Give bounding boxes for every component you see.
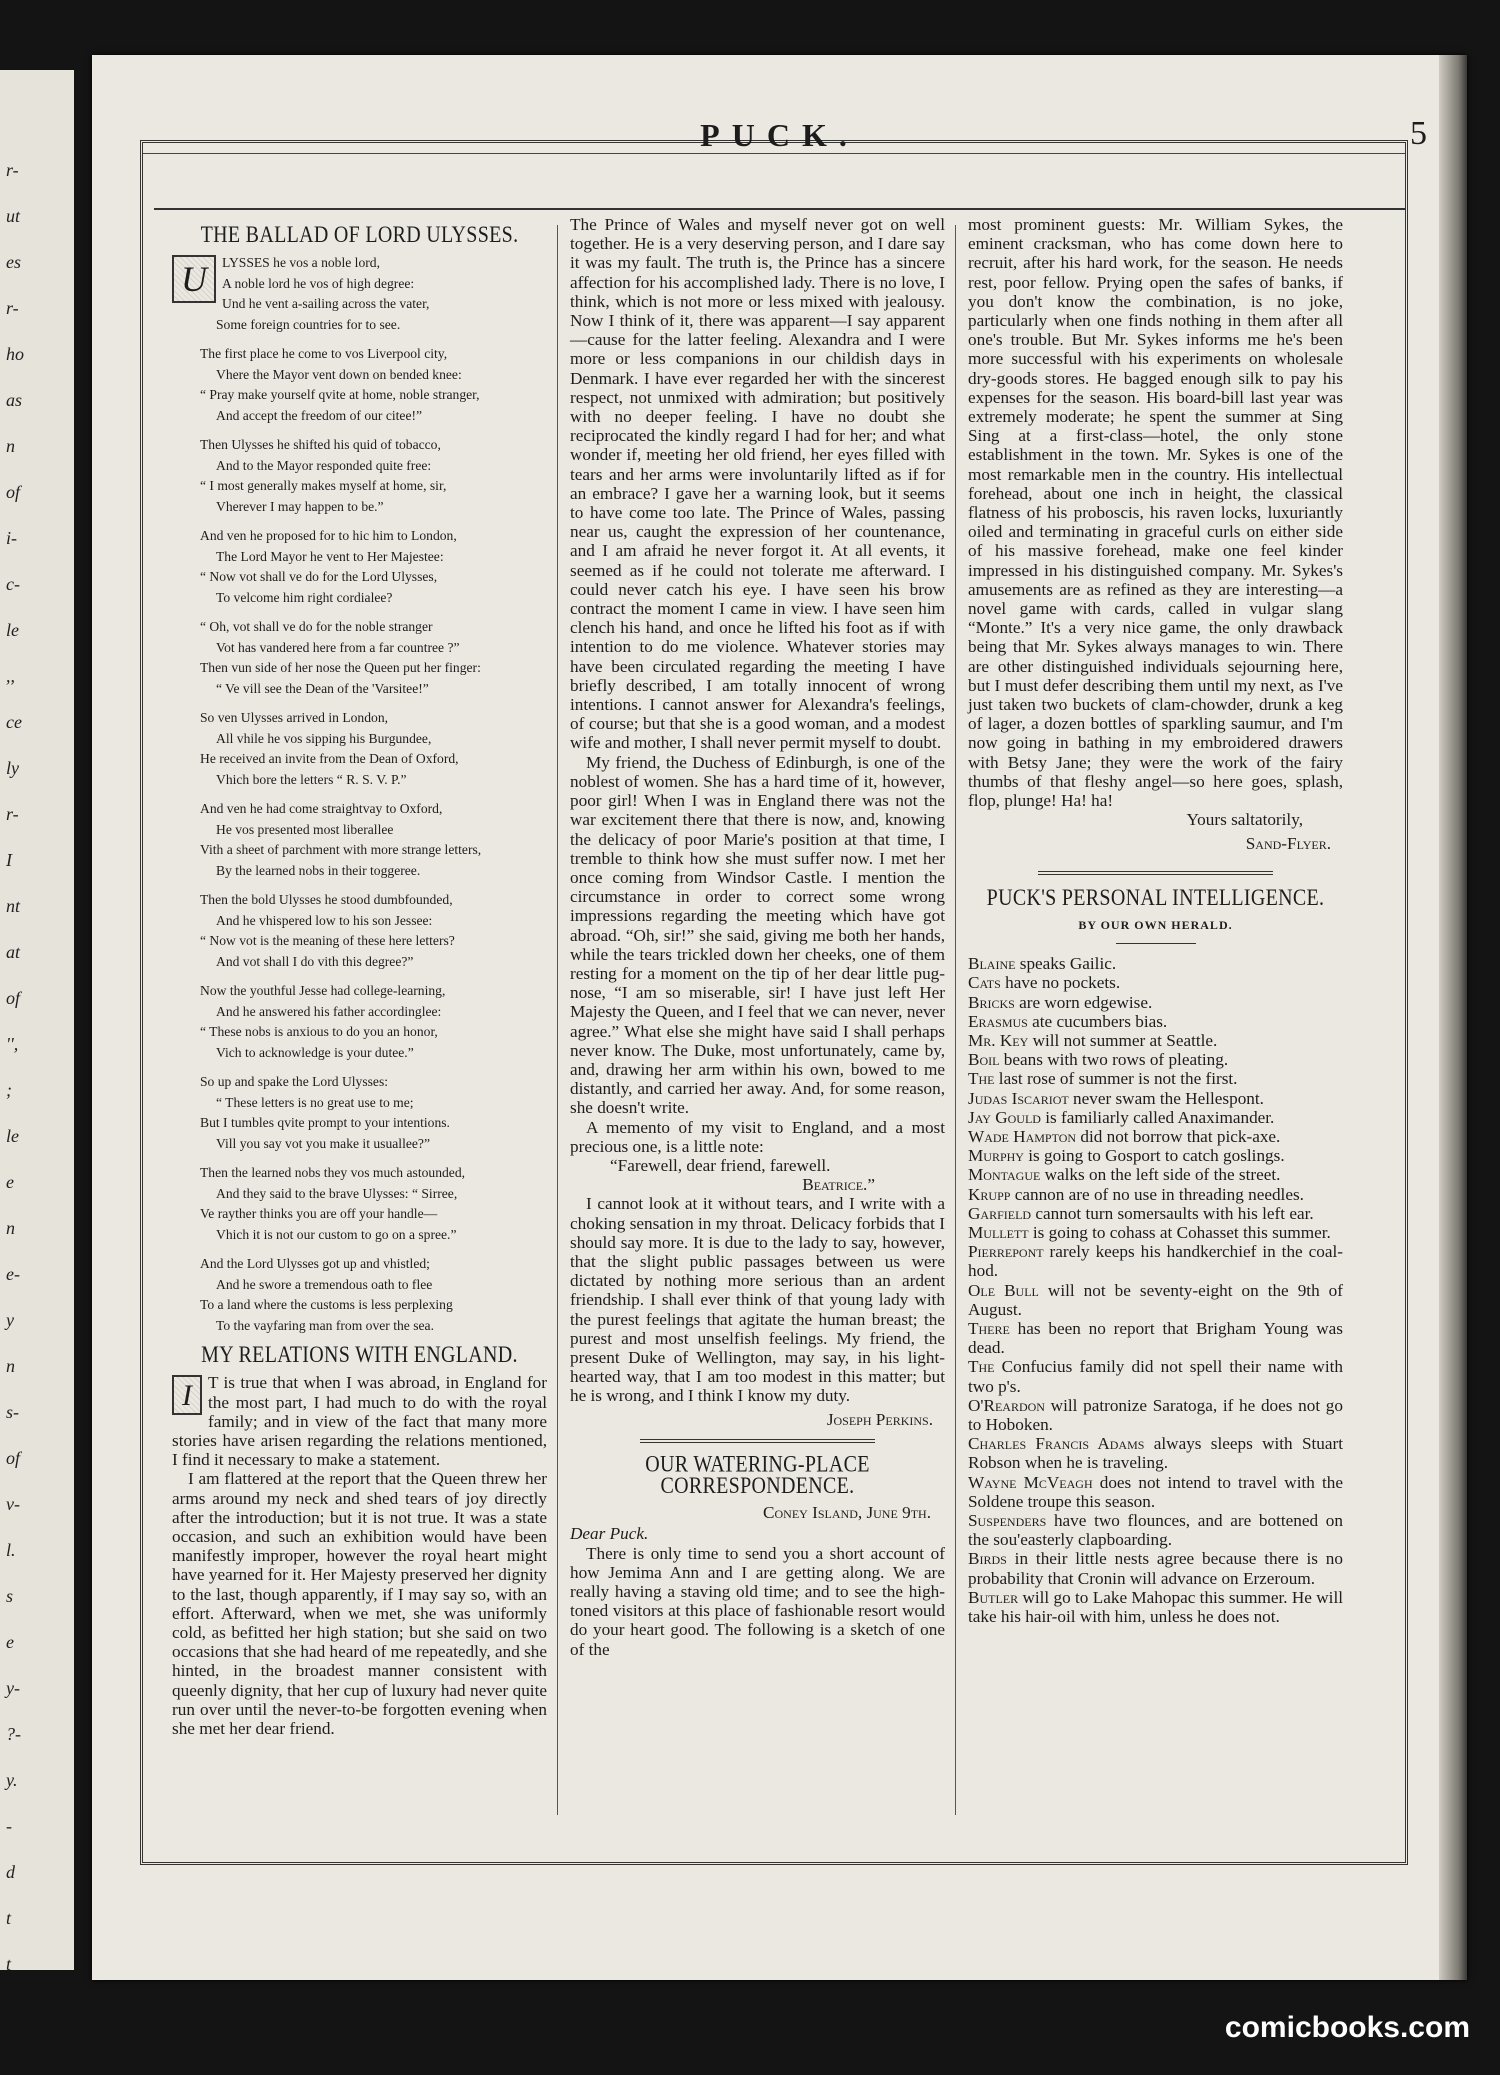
verse-line: Ve rayther thinks you are off your handle— bbox=[200, 1206, 438, 1222]
verse-line: And ven he proposed for to hic him to London, bbox=[200, 528, 457, 544]
verse-line: Vill you say vot you make it usuallee?” bbox=[216, 1135, 430, 1151]
sliver-fragment: of bbox=[6, 1448, 21, 1468]
item-text: in their little nests agree because there is no probability that Cronin will advance on Erzeroum. bbox=[968, 1549, 1343, 1588]
sliver-fragment: I bbox=[6, 850, 12, 870]
sliver-fragment: n bbox=[6, 1218, 15, 1238]
relations-dropcap: I bbox=[172, 1375, 202, 1415]
sliver-fragment: ly bbox=[6, 758, 19, 778]
verse-line: “ I most generally makes myself at home, sir, bbox=[200, 478, 447, 494]
verse-line: And the Lord Ulysses got up and vhistled; bbox=[200, 1256, 430, 1272]
verse-line: “ Pray make yourself qvite at home, noble stranger, bbox=[200, 387, 480, 403]
sliver-fragment: r- bbox=[6, 160, 19, 180]
verse-line: He vos presented most liberallee bbox=[216, 821, 394, 837]
item-text: will not summer at Seattle. bbox=[1028, 1030, 1218, 1050]
watering-title: OUR WATERING-PLACE CORRESPONDENCE. bbox=[645, 1451, 870, 1499]
item-text: have two flounces, and are bottened on the sou'easterly clapboarding. bbox=[968, 1511, 1343, 1550]
stanza bbox=[172, 253, 547, 335]
intelligence-item bbox=[968, 1588, 1343, 1626]
sliver-fragment: v- bbox=[6, 1494, 20, 1514]
intelligence-item bbox=[968, 1127, 1343, 1146]
sliver-fragment: le bbox=[6, 620, 19, 640]
page-number: 5 bbox=[1410, 115, 1427, 152]
intelligence-item bbox=[968, 954, 1343, 973]
sliver-fragment: t bbox=[6, 1908, 12, 1928]
item-name: Pierrepont bbox=[968, 1242, 1044, 1262]
verse-line: Some foreign countries for to see. bbox=[216, 316, 401, 332]
verse-line: LYSSES he vos a noble lord, bbox=[222, 255, 380, 271]
sliver-fragment: r- bbox=[6, 804, 19, 824]
ballad-verse bbox=[172, 253, 547, 1336]
sliver-fragment: es bbox=[6, 252, 21, 272]
verse-line: “ Oh, vot shall ve do for the noble stranger bbox=[200, 619, 433, 635]
sliver-fragment: d bbox=[6, 1862, 15, 1882]
stanza bbox=[172, 435, 547, 517]
sliver-fragment: ,, bbox=[6, 666, 15, 686]
watering-closing: Yours saltatorily, bbox=[1186, 810, 1303, 830]
byline-rule bbox=[1116, 943, 1196, 944]
item-text: does not intend to travel with the Soldene troupe this season. bbox=[968, 1472, 1343, 1511]
verse-line: Vith a sheet of parchment with more strange letters, bbox=[200, 842, 482, 858]
verse-line: Now the youthful Jesse had college-learning, bbox=[200, 983, 446, 999]
sliver-fragment: n bbox=[6, 1356, 15, 1376]
intelligence-item bbox=[968, 1050, 1343, 1069]
item-text: will patronize Saratoga, if he does not go to Hoboken. bbox=[968, 1395, 1343, 1434]
watering-col3-text: most prominent guests: Mr. William Sykes, the eminent cracksman, who has come down here to recruit, after his hard work, for the season. He needs rest, poor fellow. Prying open the safes of banks, if you don't know the combination, is no joke, particularly when one finds nothing in them after all one's trouble. But Mr. Sykes informs me he's been more successful with his experiments on wholesale dry-goods stores. He bagged enough silk to pay his expenses for the season. His board-bill last year was extremely moderate; he spent the summer at Sing Sing at a first-class—hotel, the only stone establishment in the town. Mr. Sykes is one of the most remarkable men in the country. His intellectual forehead, about one inch in height, the classical flatness of his proboscis, his raven locks, luxuriantly oiled and terminating in graceful curls on either side of his massive forehead, make one feel kinder impressed in his distinguished company. Mr. Sykes's amusements are as refined as they are interesting—a novel game with cards, called in vulgar slang “Monte.” It's a very nice game, the only drawback being that Mr. Sykes always manages to win. There are other distinguished individuals sejourning here, but I must defer describing them until my next, as I've just taken two buckets of clam-chowder, drunk a keg of lager, a dozen bottles of sparkling saumur, and I'm now going in bathing in my embroidered drawers with Betsy Jane; they were the work of the fairy thumbs of that fleshy angel—so here goes, splash, flop, plunge! Ha! ha! bbox=[968, 215, 1343, 811]
verse-line: “ Ve vill see the Dean of the 'Varsitee!” bbox=[216, 680, 429, 696]
intelligence-item bbox=[968, 1357, 1343, 1395]
relations-col2-text bbox=[570, 215, 945, 1156]
verse-line: Then Ulysses he shifted his quid of tobacco, bbox=[200, 437, 441, 453]
stanza bbox=[172, 981, 547, 1063]
item-name: Boil bbox=[968, 1050, 1000, 1070]
watering-dateline: Coney Island, June 9th. bbox=[763, 1503, 931, 1523]
intelligence-item bbox=[968, 1204, 1343, 1223]
ballad-stanzas bbox=[172, 253, 547, 1336]
item-text: will not be seventy-eight on the 9th of August. bbox=[968, 1280, 1343, 1319]
item-name: The bbox=[968, 1069, 995, 1089]
sliver-fragment: nt bbox=[6, 896, 21, 916]
closing-paragraph: I cannot look at it without tears, and I write with a choking sensation in my throat. Delicacy forbids that I should say more. It is due to the lady to say, however, that the slight public passages between us were dictated by nothing more serious than an ardent friendship. I shall ever think of that young lady with the purest feelings that agitate the human breast; the purest and most unselfish feelings. My friend, the present Duke of Wellington, may say, in his light-hearted way, that I am too modest in this matter; but he is wrong, and I think I know my duty. bbox=[570, 1194, 945, 1406]
sliver-fragment: ho bbox=[6, 344, 24, 364]
intelligence-item bbox=[968, 993, 1343, 1012]
column-2 bbox=[570, 215, 945, 1659]
sliver-fragment: - bbox=[6, 1816, 12, 1836]
stanza bbox=[172, 890, 547, 972]
intelligence-item bbox=[968, 1108, 1343, 1127]
item-name: Birds bbox=[968, 1549, 1007, 1569]
intelligence-item bbox=[968, 1165, 1343, 1184]
column-1 bbox=[172, 220, 547, 1738]
sandflyer-signature: Sand-Flyer. bbox=[1245, 833, 1331, 853]
sliver-fragment: le bbox=[6, 1126, 19, 1146]
item-name: Butler bbox=[968, 1587, 1019, 1607]
verse-line: But I tumbles qvite prompt to your intentions. bbox=[200, 1115, 450, 1131]
item-text: is going to cohass at Cohasset this summer. bbox=[1028, 1222, 1331, 1242]
watering-col2-text: There is only time to send you a short account of how Jemima Ann and I are getting along. We are really having a staving old time; and to see the high-toned visitors at this place of fashionable resort would do your heart good. The following is a sketch of one of the bbox=[570, 1543, 945, 1659]
column-rule-2 bbox=[955, 225, 956, 1815]
verse-line: And they said to the brave Ulysses: “ Sirree, bbox=[216, 1185, 458, 1201]
intelligence-item bbox=[968, 1396, 1343, 1434]
intelligence-item bbox=[968, 1511, 1343, 1549]
item-text: speaks Gailic. bbox=[1015, 954, 1117, 974]
intelligence-item bbox=[968, 1146, 1343, 1165]
item-name: There bbox=[968, 1318, 1010, 1338]
note-signature: Beatrice.” bbox=[802, 1175, 875, 1195]
item-text: has been no report that Brigham Young was dead. bbox=[968, 1318, 1343, 1358]
item-text: did not borrow that pick-axe. bbox=[1076, 1126, 1281, 1146]
note-line: “Farewell, dear friend, farewell. bbox=[610, 1155, 831, 1175]
item-name: Judas Iscariot bbox=[968, 1088, 1069, 1108]
sliver-fragment: c- bbox=[6, 574, 20, 594]
paragraph: T is true that when I was abroad, in England for the most part, I had much to do with the royal family; and in view of the fact that many more stories have arisen regarding the relations mentioned, I find it necessary to make a statement. bbox=[172, 1373, 547, 1470]
verse-line: So ven Ulysses arrived in London, bbox=[200, 710, 389, 726]
stanza bbox=[172, 344, 547, 426]
column-3 bbox=[968, 215, 1343, 1626]
verse-line: “ These nobs is anxious to do you an honor, bbox=[200, 1024, 438, 1040]
sliver-fragment: i- bbox=[6, 528, 17, 548]
intelligence-item bbox=[968, 973, 1343, 992]
item-text: ate cucumbers bias. bbox=[1027, 1011, 1168, 1031]
sliver-fragment: ut bbox=[6, 206, 21, 226]
paragraph: My friend, the Duchess of Edinburgh, is one of the noblest of women. She has a hard time of it, however, poor girl! When I was in England there was not the war excitement there that there is now, and, knowing the delicacy of poor Marie's position at that time, I tremble to think how she must suffer now. I met her once coming from Windsor Castle. I mention the circumstance in order to correct some wrong impressions regarding the meeting which have got abroad. “Oh, sir!” she said, giving me both her hands, while the tears trickled down her cheeks, one of them resting for a moment on the tip of her dear little pug-nose, “I am so miserable, sir! I have just left Her Majesty the Queen, and I feel that we can never, never agree.” What else she might have said I shall perhaps never know. The Duke, most unfortunately, came by, and, drawing her arm within his own, bowed to me distantly, and carried her away. And, for some reason, she doesn't write. bbox=[570, 752, 945, 1118]
verse-line: “ Now vot is the meaning of these here letters? bbox=[200, 933, 455, 949]
sliver-fragment: s bbox=[6, 1586, 14, 1606]
item-text: are worn edgewise. bbox=[1014, 992, 1153, 1012]
verse-line: Vhere the Mayor vent down on bended knee: bbox=[216, 366, 462, 382]
sliver-fragment: y- bbox=[6, 1678, 20, 1698]
sliver-fragment: t bbox=[6, 1954, 12, 1970]
intelligence-byline: BY OUR OWN HERALD. bbox=[1078, 917, 1233, 932]
item-name: Cats bbox=[968, 973, 1001, 993]
intelligence-item bbox=[968, 1549, 1343, 1587]
item-text: last rose of summer is not the first. bbox=[994, 1069, 1238, 1089]
item-text: is going to Gosport to catch goslings. bbox=[1023, 1146, 1285, 1166]
sliver-fragment: ce bbox=[6, 712, 22, 732]
page-binding bbox=[1439, 55, 1467, 1980]
sliver-fragment: ?- bbox=[6, 1724, 21, 1744]
verse-line: Und he vent a-sailing across the vater, bbox=[222, 296, 430, 312]
verse-line: “ These letters is no great use to me; bbox=[216, 1094, 414, 1110]
intelligence-item bbox=[968, 1069, 1343, 1088]
intelligence-item bbox=[968, 1281, 1343, 1319]
masthead: PUCK. bbox=[700, 117, 859, 153]
intelligence-list bbox=[968, 954, 1343, 1626]
verse-line: And accept the freedom of our citee!” bbox=[216, 407, 423, 423]
verse-line: Then the bold Ulysses he stood dumbfounded, bbox=[200, 892, 453, 908]
intelligence-item bbox=[968, 1012, 1343, 1031]
sliver-fragment: e bbox=[6, 1632, 14, 1652]
verse-line: Vhich it is not our custom to go on a spree.” bbox=[216, 1226, 457, 1242]
sliver-fragment: '', bbox=[6, 1034, 19, 1054]
stanza bbox=[172, 526, 547, 608]
sliver-fragment: of bbox=[6, 988, 21, 1008]
intelligence-title: PUCK'S PERSONAL INTELLIGENCE. bbox=[986, 884, 1325, 911]
adjacent-page-sliver bbox=[0, 70, 74, 1970]
stanza bbox=[172, 1072, 547, 1154]
sliver-fragment: y. bbox=[6, 1770, 18, 1790]
verse-line: And he answered his father accordinglee: bbox=[216, 1003, 442, 1019]
sliver-fragment: r- bbox=[6, 298, 19, 318]
section-separator-2 bbox=[1038, 871, 1273, 875]
verse-line: Then the learned nobs they vos much astounded, bbox=[200, 1165, 466, 1181]
watermark: comicbooks.com bbox=[1224, 2011, 1470, 2044]
intelligence-item bbox=[968, 1242, 1343, 1280]
paragraph: A memento of my visit to England, and a most precious one, is a little note: bbox=[570, 1117, 945, 1156]
sliver-fragment: e bbox=[6, 1172, 14, 1192]
stanza bbox=[172, 1254, 547, 1336]
paragraph: I am flattered at the report that the Queen threw her arms around my neck and shed tears of joy directly after the introduction; but it is not true. It was a state occasion, and such an exhibition would have been manifestly improper, however the royal heart might have yearned for it. Her Majesty preserved her dignity to the last, though apparently, if I may say so, with an effort. Afterward, when we met, she was uniformly cold, as befitted her high station; but she said on two occasions that she had heard of me repeatedly, and she hinted, in the broadest manner consistent with queenly dignity, that her cup of luxury had never quite run over until the never-to-be forgotten evening when she met her dear friend. bbox=[172, 1469, 547, 1739]
verse-line: To the vayfaring man from over the sea. bbox=[216, 1317, 434, 1333]
sliver-fragment: y bbox=[6, 1310, 14, 1330]
verse-line: The first place he come to vos Liverpool city, bbox=[200, 346, 448, 362]
verse-line: “ Now vot shall ve do for the Lord Ulysses, bbox=[200, 569, 438, 585]
item-text: Confucius family did not spell their name with two p's. bbox=[968, 1357, 1343, 1396]
relations-title: MY RELATIONS WITH ENGLAND. bbox=[201, 1342, 518, 1368]
verse-line: And to the Mayor responded quite free: bbox=[216, 457, 432, 473]
stanza bbox=[172, 617, 547, 699]
item-name: Jay Gould bbox=[968, 1107, 1041, 1127]
stanza bbox=[172, 799, 547, 881]
watering-salutation: Dear Puck. bbox=[570, 1524, 649, 1544]
item-name: Bricks bbox=[968, 992, 1015, 1012]
perkins-signature: Joseph Perkins. bbox=[826, 1409, 933, 1429]
item-name: The bbox=[968, 1357, 995, 1377]
paragraph: The Prince of Wales and myself never got on well together. He is a very deserving person, and I dare say it was my fault. The truth is, the Prince has a sincere affection for his accomplished lady. There is no love, I think, which is not more or less mixed with jealousy. Now I think of it, there was apparent—I say apparent—cause for the latter feeling. Alexandra and I were more or less companions in our childish days in Denmark. I have ever regarded her with the sincerest respect, not unmixed with admiration; but positively with no deeper feeling. I have no doubt she reciprocated the kindly regard I had for her; and what wonder if, meeting her old friend, her eyes filled with tears and her arms were involuntarily lifted as if for an embrace? I gave her a warning look, but it seems to have come too late. The Prince of Wales, passing near us, caught the expression of her countenance, and I am afraid he never forgot it. At all events, it seemed as if he could not tolerate me afterward. I could never catch his eye. I have seen his brow contract the moment I came in view. I have seen him clench his hand, and once he lifted his foot as if with intention to do me violence. Whatever stories may have been circulated regarding the meeting I have briefly described, I am totally innocent of wrong intentions. I cannot answer for Alexandra's feelings, of course; but that she is a good woman, and a modest wife and mother, I shall never permit myself to doubt. bbox=[570, 215, 945, 753]
stanza bbox=[172, 1163, 547, 1245]
sliver-fragment: s- bbox=[6, 1402, 19, 1422]
item-text: have no pockets. bbox=[1000, 973, 1121, 993]
intelligence-item bbox=[968, 1031, 1343, 1050]
item-text: rarely keeps his handkerchief in the coal-hod. bbox=[968, 1242, 1343, 1281]
masthead-rule bbox=[154, 208, 1405, 210]
intelligence-item bbox=[968, 1319, 1343, 1357]
item-name: O'Reardon bbox=[968, 1395, 1045, 1415]
verse-line: So up and spake the Lord Ulysses: bbox=[200, 1074, 389, 1090]
intelligence-item bbox=[968, 1473, 1343, 1511]
item-name: Garfield bbox=[968, 1203, 1032, 1223]
ballad-dropcap: U bbox=[172, 255, 216, 303]
sliver-fragment: at bbox=[6, 942, 21, 962]
item-text: always sleeps with Stuart Robson when he is traveling. bbox=[968, 1434, 1344, 1473]
newspaper-page bbox=[92, 55, 1467, 1980]
item-name: Blaine bbox=[968, 954, 1016, 974]
verse-line: Then vun side of her nose the Queen put her finger: bbox=[200, 660, 481, 676]
verse-line: And ven he had come straightvay to Oxford, bbox=[200, 801, 443, 817]
column-rule-1 bbox=[557, 225, 558, 1815]
sliver-fragment: of bbox=[6, 482, 21, 502]
relations-intro bbox=[172, 1373, 547, 1738]
intelligence-item bbox=[968, 1434, 1343, 1472]
stanza bbox=[172, 708, 547, 790]
item-name: Mr. Key bbox=[968, 1030, 1029, 1050]
verse-line: To velcome him right cordialee? bbox=[216, 589, 393, 605]
verse-line: By the learned nobs in their toggeree. bbox=[216, 862, 421, 878]
item-name: Charles Francis Adams bbox=[968, 1434, 1145, 1454]
section-separator bbox=[640, 1439, 875, 1443]
verse-line: Vherever I may happen to be.” bbox=[216, 498, 384, 514]
item-name: Wade Hampton bbox=[968, 1126, 1077, 1146]
item-name: Wayne McVeagh bbox=[968, 1472, 1093, 1492]
item-text: is familiarly called Anaximander. bbox=[1040, 1107, 1275, 1127]
verse-line: Vhich bore the letters “ R. S. V. P.” bbox=[216, 771, 407, 787]
verse-line: And he vhispered low to his son Jessee: bbox=[216, 912, 433, 928]
verse-line: The Lord Mayor he vent to Her Majestee: bbox=[216, 548, 444, 564]
item-name: Krupp bbox=[968, 1184, 1011, 1204]
ballad-title: THE BALLAD OF LORD ULYSSES. bbox=[200, 222, 519, 248]
item-text: walks on the left side of the street. bbox=[1040, 1165, 1281, 1185]
item-name: Murphy bbox=[968, 1146, 1024, 1166]
item-name: Ole Bull bbox=[968, 1280, 1039, 1300]
verse-line: Vot has vandered here from a far countree ?” bbox=[216, 639, 460, 655]
intelligence-item bbox=[968, 1185, 1343, 1204]
sliver-fragment: as bbox=[6, 390, 23, 410]
item-name: Suspenders bbox=[968, 1511, 1047, 1530]
intelligence-item bbox=[968, 1089, 1343, 1108]
verse-line: To a land where the customs is less perplexing bbox=[200, 1297, 453, 1313]
relations-col1-text bbox=[172, 1373, 547, 1738]
item-text: cannon are of no use in threading needles. bbox=[1010, 1184, 1304, 1204]
verse-line: A noble lord he vos of high degree: bbox=[222, 275, 415, 291]
verse-line: He received an invite from the Dean of Oxford, bbox=[200, 751, 459, 767]
item-text: beans with two rows of pleating. bbox=[999, 1050, 1229, 1070]
item-text: cannot turn somersaults with his left ear. bbox=[1031, 1203, 1314, 1223]
sliver-fragment: n bbox=[6, 436, 15, 456]
sliver-fragment: ; bbox=[6, 1080, 12, 1100]
intelligence-item bbox=[968, 1223, 1343, 1242]
item-name: Montague bbox=[968, 1165, 1041, 1185]
verse-line: All vhile he vos sipping his Burgundee, bbox=[216, 730, 432, 746]
item-name: Mullett bbox=[968, 1222, 1029, 1242]
sliver-fragment: l. bbox=[6, 1540, 16, 1560]
item-text: never swam the Hellespont. bbox=[1068, 1088, 1264, 1108]
sliver-fragment: e- bbox=[6, 1264, 20, 1284]
item-name: Erasmus bbox=[968, 1011, 1028, 1031]
verse-line: And he swore a tremendous oath to flee bbox=[216, 1276, 433, 1292]
item-text: will go to Lake Mahopac this summer. He will take his hair-oil with him, unless he does not. bbox=[968, 1587, 1343, 1627]
verse-line: Vich to acknowledge is your dutee.” bbox=[216, 1044, 414, 1060]
verse-line: And vot shall I do vith this degree?” bbox=[216, 953, 414, 969]
